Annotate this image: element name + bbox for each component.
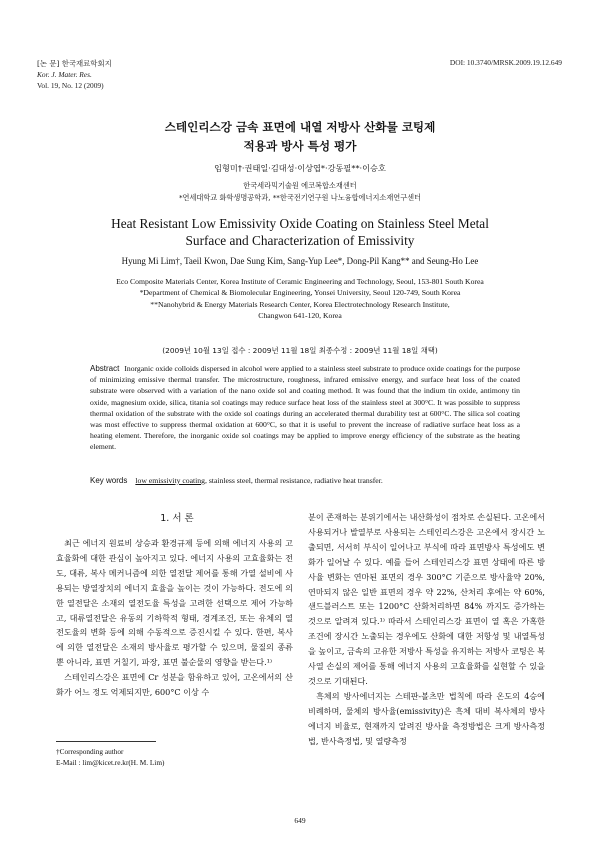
- title-en-line1: Heat Resistant Low Emissivity Oxide Coating on Stainless Steel Metal: [111, 216, 489, 231]
- journal-header: [37, 58, 112, 91]
- affiliation-en-2: *Department of Chemical & Biomolecular Engineering, Yonsei University, Seoul 120-749, South Korea: [139, 288, 461, 298]
- journal-name-en: Kor. J. Mater. Res.: [37, 70, 92, 79]
- abstract-text: Inorganic oxide colloids dispersed in alcohol were applied to a stainless steel substrate to produce oxide coatings for the purpose of minimizing emissive thermal transfer. The microstructure, roughness, infrared emissive energy, and surface heat loss of the coated substrate were observed with a variation of the nano oxide sol and coating method. It was found that the indium tin oxide, antimony tin oxide, magnesium oxide, silica, titania sol coatings may reduce surface heat loss of the stainless steel at 300°C. It was possible to suppress thermal oxidation of the substrate with the oxide sol coatings during an accelerated thermal durability test at 600°C. The silica sol coating was most effective to suppress thermal oxidation at 600°C, so that it is useful to prevent the increase of radiative surface heat loss as a heating element. Therefore, the inorganic oxide sol coatings may be applied to improve energy efficiency of the substrate as the heating element.: [90, 364, 520, 452]
- submission-dates: (2009년 10월 13일 접수 : 2009년 11월 18일 최종수정 : 2009년 11월 18일 채택): [162, 346, 438, 355]
- affiliation-kr-2: *연세대학교 화학생명공학과, **한국전기연구원 나노융합에너지소재연구센터: [178, 193, 422, 202]
- authors-kr: 임형미†·권태일·김대성·이상엽*·강동필**·이승호: [214, 163, 386, 173]
- paragraph: 분이 존재하는 분위기에서는 내산화성이 점차로 손실된다. 고온에서 사용되거나 발열부로 사용되는 스테인리스강은 고온에서 장시간 노출되면, 서서히 부식이 일어나고 부식에 따라 표면방사 특성에도 변화가 일어날 수 있다. 예를 들어 스테인리스강 표면 상태에 따른 방사율 변화는 연마된 표면의 경우 300°C 기준으로 방사율약 20%, 연마되지 않은 일반 표면의 경우 약 22%, 산처리 후에는 약 60%, 샌드블러스트 또는 1200°C 산화처리하면 84% 까지도 증가하는 것으로 알려져 있다.¹⁾ 따라서 스테인리스강 표면이 열 혹은 가혹한 조건에 장시간 노출되는 경우에도 산화에 대한 저항성 및 내열특성을 높이고, 금속의 고유한 저방사 특성을 유지하는 저방사 코팅은 복사열 손실의 제어를 통해 에너지 사용의 고효율화를 실현할 수 있을 것으로 기대된다.: [308, 512, 545, 686]
- corresponding-author: †Corresponding author: [56, 747, 124, 756]
- title-kr-line2: 적용과 방사 특성 평가: [243, 139, 357, 153]
- title-en: [0, 215, 600, 249]
- author-email: E-Mail : lim@kicet.re.kr(H. M. Lim): [56, 758, 165, 767]
- section-title-introduction: 1. 서 론: [160, 513, 194, 524]
- title-en-line2: Surface and Characterization of Emissivity: [185, 233, 415, 248]
- affiliation-en-1: Eco Composite Materials Center, Korea Institute of Ceramic Engineering and Technology, Seoul, 153-801 South Korea: [116, 277, 484, 286]
- page-number: 649: [294, 816, 306, 825]
- affiliations-kr: [0, 180, 600, 204]
- affiliations-en: [0, 276, 600, 321]
- footnote-divider: [56, 741, 156, 742]
- journal-name-kr: [논 문] 한국재료학회지: [37, 59, 112, 68]
- keyword-first: low emissivity coating: [135, 476, 205, 485]
- keywords-rest: , stainless steel, thermal resistance, radiative heat transfer.: [204, 476, 383, 485]
- affiliation-en-4: Changwon 641-120, Korea: [258, 310, 342, 320]
- body-column-left: [56, 536, 293, 700]
- keywords-label: Key words: [90, 476, 128, 485]
- abstract-label: Abstract: [90, 364, 120, 373]
- paragraph: 흑체의 방사에너지는 스테판-볼츠만 법칙에 따라 온도의 4승에 비례하며, 물체의 방사율(emissivity)은 흑체 대비 복사체의 방사에너지 비율로, 현재까지 알려진 방사율 측정방법은 크게 방사측정법, 반사측정법, 및 열량측정: [308, 690, 545, 746]
- paragraph: 스테인리스강은 표면에 Cr 성분을 함유하고 있어, 고온에서의 산화가 어느 정도 억제되지만, 600°C 이상 수: [56, 672, 293, 698]
- affiliation-kr-1: 한국세라믹기술원 에코복합소재센터: [243, 181, 357, 190]
- title-kr-line1: 스테인리스강 금속 표면에 내열 저방사 산화물 코팅제: [164, 120, 436, 134]
- authors-en: Hyung Mi Lim†, Taeil Kwon, Dae Sung Kim, Sang-Yup Lee*, Dong-Pil Kang** and Seung-Ho Lee: [121, 256, 479, 266]
- journal-volume: Vol. 19, No. 12 (2009): [37, 81, 104, 90]
- body-column-right: [308, 510, 545, 749]
- abstract: [90, 363, 520, 453]
- title-kr: [0, 118, 600, 156]
- doi: DOI: 10.3740/MRSK.2009.19.12.649: [449, 58, 562, 67]
- keywords: [90, 476, 520, 485]
- footnote: [56, 746, 164, 768]
- affiliation-en-3: **Nanohybrid & Energy Materials Research Center, Korea Electrotechnology Research Institute,: [150, 299, 450, 309]
- paragraph: 최근 에너지 원료비 상승과 환경규제 등에 의해 에너지 사용의 고효율화에 대한 관심이 높아지고 있다. 에너지 사용의 고효율화는 전도, 대류, 복사 메커니즘에 의한 열전달 제어를 통해 가열 설비에 사용되는 방열장치의 에너지 효율을 높이는 것이 가능하다. 전도에 의한 열전달은 소재의 열전도율 특성을 고려한 선택으로 제어 가능하고, 대류열전달은 유동의 기하학적 형태, 경계조건, 또는 유체의 열전도율의 변화 등에 의해 수동적으로 증진시킬 수 있다. 한편, 복사에 의한 열전달은 소재의 방사율로 평가할 수 있으며, 물질의 종류 뿐 아니라, 표면 거칠기, 파장, 표면 불순물의 영향을 받는다.¹⁾: [56, 538, 293, 668]
